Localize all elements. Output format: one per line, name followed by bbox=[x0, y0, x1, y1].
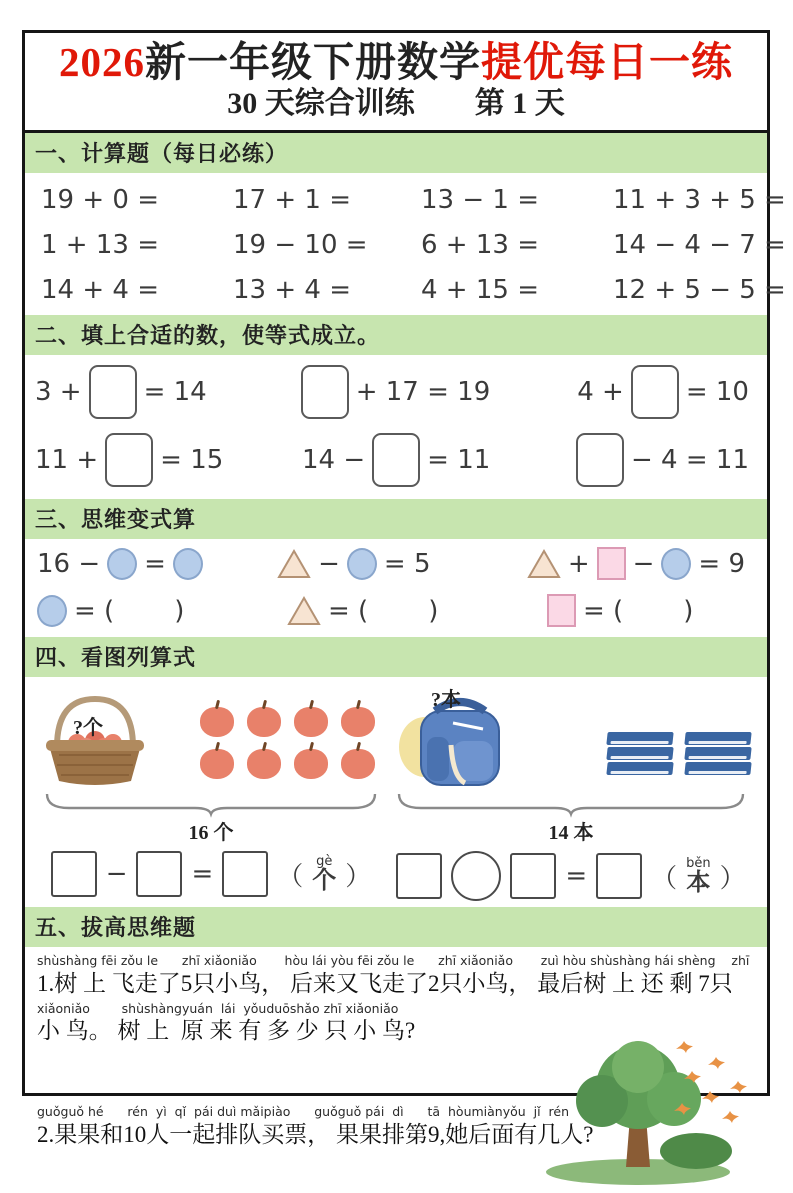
pinyin-line: shùshàng fēi zǒu le zhī xiǎoniǎo hòu lái yòu fēi zǒu le zhī xiǎoniǎo zuì hòu shùshàng hái shèng zhī bbox=[37, 953, 750, 969]
apple-icon bbox=[341, 749, 375, 779]
book-icon bbox=[684, 747, 751, 760]
square-icon bbox=[597, 547, 626, 580]
circle-icon bbox=[347, 548, 377, 580]
backpack-icon bbox=[387, 685, 517, 789]
tree-icon bbox=[538, 1039, 753, 1189]
answer-box bbox=[136, 851, 182, 897]
paren-open: （ bbox=[651, 863, 678, 893]
fill-problem bbox=[302, 433, 490, 487]
equation-text: + bbox=[567, 548, 590, 579]
operator-text: − bbox=[105, 859, 128, 890]
picture-problem-apples bbox=[35, 685, 387, 901]
section2-header: 二、填上合适的数，使等式成立。 bbox=[25, 315, 767, 355]
unit-char: 个 bbox=[312, 868, 337, 895]
equation-text: = 9 bbox=[698, 548, 745, 579]
equation-text: 4 + bbox=[577, 377, 624, 408]
equation-text: = ( bbox=[583, 595, 624, 626]
apple-icon bbox=[200, 749, 234, 779]
fill-problem bbox=[35, 433, 223, 487]
fill-row bbox=[35, 365, 749, 419]
equation-text: = 11 bbox=[427, 445, 491, 476]
book-stacks bbox=[607, 730, 751, 775]
circle-icon bbox=[173, 548, 203, 580]
problem-text: 2.果果和10人一起排队买票， 果果排第9,她后面有几人? bbox=[37, 1121, 594, 1147]
calc-problem: 17 + 1 = bbox=[233, 185, 351, 216]
tree-graphic bbox=[538, 1039, 753, 1189]
equation-text: = 5 bbox=[383, 548, 431, 579]
unit-pinyin: gè bbox=[316, 854, 333, 870]
answer-box bbox=[576, 433, 624, 487]
pinyin-line: xiǎoniǎo shùshàngyuán lái yǒuduōshǎo zhī xiǎoniǎo bbox=[37, 1000, 399, 1016]
shape-answer bbox=[287, 595, 547, 626]
equation-text: 14 − bbox=[302, 445, 366, 476]
apple-picture bbox=[35, 685, 387, 789]
book-stack bbox=[685, 730, 751, 775]
answer-box bbox=[89, 365, 137, 419]
calc-problem: 12 + 5 − 5 = bbox=[613, 275, 786, 306]
triangle-icon bbox=[527, 548, 561, 579]
apple-icon bbox=[247, 749, 281, 779]
shape-problem bbox=[277, 548, 527, 580]
picture-equation bbox=[396, 851, 745, 901]
equation-text: − 4 = 11 bbox=[631, 445, 749, 476]
calc-problem: 11 + 3 + 5 = bbox=[613, 185, 786, 216]
section2-problems bbox=[25, 355, 767, 499]
title-mid: 新一年级下册数学 bbox=[145, 39, 481, 85]
equation-text: 16 − bbox=[37, 548, 101, 579]
calc-problem: 13 − 1 = bbox=[421, 185, 539, 216]
fill-row bbox=[35, 433, 749, 487]
section4-problems bbox=[25, 677, 767, 907]
apple-icon bbox=[294, 749, 328, 779]
shape-answer bbox=[547, 594, 693, 627]
page-title bbox=[25, 39, 767, 86]
book-stack bbox=[607, 730, 673, 775]
equation-text: + 17 = 19 bbox=[355, 377, 491, 408]
title-tail: 提优每日一练 bbox=[481, 39, 733, 85]
picture-equation bbox=[51, 851, 372, 897]
answer-box bbox=[510, 853, 556, 899]
section1-header: 一、计算题（每日必练） bbox=[25, 133, 767, 173]
answer-box bbox=[372, 433, 420, 487]
section1-problems bbox=[25, 173, 786, 315]
answer-box bbox=[222, 851, 268, 897]
word-problem-1 bbox=[37, 953, 757, 1046]
calc-problem: 1 + 13 = bbox=[41, 230, 159, 261]
apple-icon bbox=[247, 707, 281, 737]
calc-problem: 19 − 10 = bbox=[233, 230, 368, 261]
equation-text: = 15 bbox=[160, 445, 224, 476]
unit-label bbox=[312, 855, 336, 893]
shape-answer bbox=[37, 595, 287, 627]
title-year: 2026 bbox=[59, 39, 145, 85]
basket-icon bbox=[35, 689, 155, 789]
equation-text: = ( bbox=[74, 595, 115, 626]
equation-text: = bbox=[144, 548, 166, 579]
fill-problem bbox=[35, 365, 207, 419]
paren-close: ） bbox=[345, 861, 372, 891]
apple-icon bbox=[294, 707, 328, 737]
calc-problem: 4 + 15 = bbox=[421, 275, 539, 306]
apple-group bbox=[200, 707, 379, 779]
apple-icon bbox=[200, 707, 234, 737]
calc-problem: 14 − 4 − 7 = bbox=[613, 230, 786, 261]
section5-problems bbox=[25, 947, 767, 1156]
section3-problems bbox=[25, 539, 767, 637]
book-icon bbox=[684, 732, 751, 745]
section3-header: 三、思维变式算 bbox=[25, 499, 767, 539]
apple-icon bbox=[341, 707, 375, 737]
fill-problem bbox=[294, 365, 491, 419]
equation-text: − bbox=[318, 548, 340, 579]
paren-open: （ bbox=[277, 861, 304, 891]
equation-text: ) bbox=[174, 595, 185, 626]
equation-text: 11 + bbox=[35, 445, 99, 476]
square-icon bbox=[547, 594, 576, 627]
answer-box bbox=[51, 851, 97, 897]
equals-text: = bbox=[191, 859, 214, 890]
book-icon bbox=[606, 747, 673, 760]
fill-problem bbox=[577, 365, 749, 419]
answer-box bbox=[596, 853, 642, 899]
calc-problem: 19 + 0 = bbox=[41, 185, 159, 216]
unit-char: 本 bbox=[686, 870, 711, 897]
circle-icon bbox=[37, 595, 67, 627]
total-count-label: 16 个 bbox=[188, 822, 234, 845]
triangle-icon bbox=[277, 548, 311, 579]
calc-problem: 6 + 13 = bbox=[421, 230, 539, 261]
equals-text: = bbox=[565, 861, 588, 892]
answer-box bbox=[631, 365, 679, 419]
unit-label bbox=[686, 857, 711, 895]
answer-box bbox=[105, 433, 153, 487]
paren-close: ） bbox=[719, 863, 746, 893]
pinyin-line: guǒguǒ hé rén yì qǐ pái duì mǎipiào guǒguǒ pái dì tā hòumiànyǒu jǐ rén bbox=[37, 1104, 570, 1120]
book-icon bbox=[684, 762, 751, 775]
section5-header: 五、拔高思维题 bbox=[25, 907, 767, 947]
answer-box bbox=[301, 365, 349, 419]
equation-text: ) bbox=[683, 595, 694, 626]
circle-icon bbox=[107, 548, 137, 580]
equation-text: = 14 bbox=[143, 377, 207, 408]
picture-problem-books bbox=[387, 685, 755, 901]
book-picture bbox=[387, 685, 755, 789]
triangle-icon bbox=[287, 595, 321, 626]
section4-header: 四、看图列算式 bbox=[25, 637, 767, 677]
equation-text: − bbox=[632, 548, 655, 579]
shape-row bbox=[37, 594, 745, 627]
equation-text: = ( bbox=[328, 595, 369, 626]
equation-text: ) bbox=[428, 595, 439, 626]
total-count-label: 14 本 bbox=[548, 822, 594, 845]
circle-icon bbox=[661, 548, 691, 580]
operator-circle bbox=[451, 851, 501, 901]
question-count-label: ?本 bbox=[431, 689, 461, 712]
brace-icon bbox=[395, 791, 747, 815]
worksheet-page bbox=[22, 30, 786, 1147]
book-icon bbox=[606, 762, 673, 775]
problem-text: 1.树 上 飞走了5只小鸟， 后来又飞走了2只小鸟， 最后树 上 还 剩 7只 bbox=[37, 970, 733, 996]
question-count-label: ?个 bbox=[73, 717, 103, 740]
calc-problem: 14 + 4 = bbox=[41, 275, 159, 306]
title-block bbox=[25, 33, 767, 133]
equation-text: 3 + bbox=[35, 377, 82, 408]
problem-text: 小 鸟。 树 上 原 来 有 多 少 只 小 鸟? bbox=[37, 1018, 416, 1044]
fill-problem bbox=[569, 433, 749, 487]
answer-box bbox=[396, 853, 442, 899]
unit-pinyin: běn bbox=[686, 856, 711, 872]
shape-row bbox=[37, 547, 745, 580]
calc-problem: 13 + 4 = bbox=[233, 275, 351, 306]
shape-problem bbox=[37, 548, 277, 580]
book-icon bbox=[606, 732, 673, 745]
equation-text: = 10 bbox=[685, 377, 749, 408]
brace-icon bbox=[43, 791, 379, 815]
page-subtitle: 30 天综合训练 第 1 天 bbox=[227, 87, 565, 121]
shape-problem bbox=[527, 547, 745, 580]
